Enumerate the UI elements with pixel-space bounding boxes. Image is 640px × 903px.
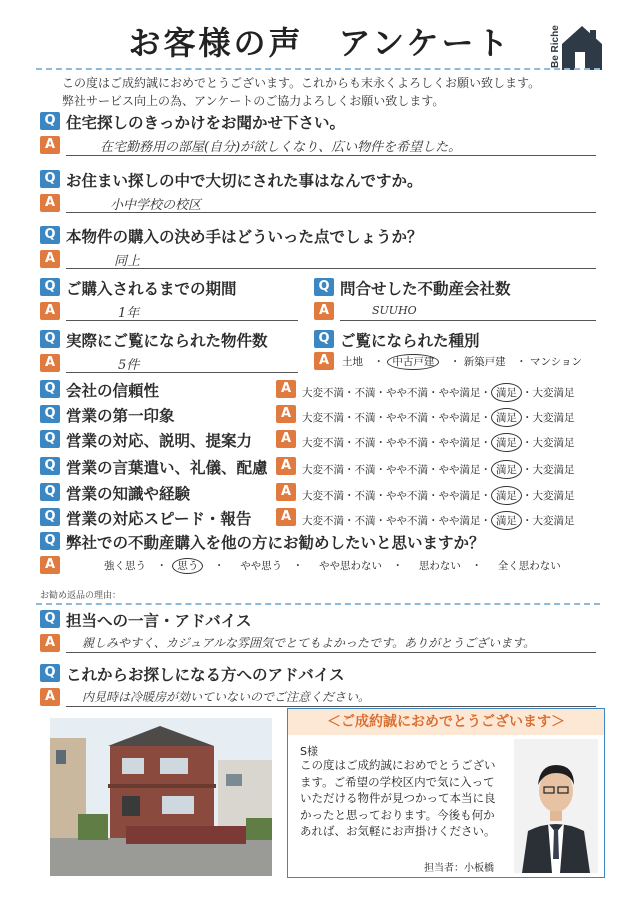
type-option: 新築戸建 (463, 356, 506, 368)
answer-advice-staff: 親しみやすく、カジュアルな雰囲気でとてもよかったです。ありがとうございます。 (82, 636, 536, 650)
q-label: Q (40, 457, 60, 475)
recommend-option-selected: 思う (172, 558, 203, 574)
answer-companies: SUUHO (372, 304, 417, 317)
answer-advice-others: 内見時は冷暖房が効いていないのでご注意ください。 (82, 690, 371, 704)
a-label: A (276, 405, 296, 423)
q-label: Q (40, 610, 60, 628)
q-label: Q (40, 664, 60, 682)
rating-option-selected: 満足 (491, 383, 522, 402)
separator: ・ (522, 412, 533, 424)
rating-option: やや不満 (386, 412, 428, 424)
rating-option: 不満 (354, 387, 376, 399)
q-label: Q (40, 483, 60, 501)
rating-question: 営業の知識や経験 (66, 485, 191, 503)
recommend-option: 強く思う (104, 560, 146, 572)
rating-option-selected: 満足 (491, 511, 522, 530)
type-option: 土地 (342, 356, 363, 368)
separator: ・ (480, 412, 491, 424)
rating-option: 大変満足 (532, 515, 575, 527)
a-label: A (40, 634, 60, 652)
customer-name: S様 (300, 745, 318, 758)
question-viewed-count: 実際にご覧になられた物件数 (66, 332, 268, 350)
logo-text: Be Riche (550, 25, 561, 68)
separator: ・ (344, 464, 355, 476)
separator: ・ (428, 437, 439, 449)
question-trigger: 住宅探しのきっかけをお聞かせ下さい。 (66, 114, 346, 132)
a-label: A (276, 380, 296, 398)
answer-line (66, 155, 596, 156)
message-body: この度はご成約誠におめでとうございます。ご希望の学校区内で気に入っていただける物件が見つかって本当に良かったと思っております。今後も何かあれば、お気軽にお声掛けください。 (300, 758, 496, 838)
separator: ・ (344, 387, 355, 399)
rating-option: 大変満足 (532, 490, 575, 502)
separator: ・ (480, 437, 491, 449)
question-advice-staff: 担当への一言・アドバイス (66, 612, 252, 630)
rating-option: やや不満 (386, 515, 428, 527)
property-type-options: 土地 ・ 中古戸建 ・ 新築戸建 ・ マンション (342, 356, 583, 368)
separator: ・ (375, 437, 386, 449)
question-deciding-factor: 本物件の購入の決め手はどういった点でしょうか？ (66, 228, 423, 246)
rating-option: 大変不満 (302, 515, 344, 527)
rating-option: 大変満足 (532, 387, 575, 399)
question-period: ご購入されるまでの期間 (66, 280, 237, 298)
rating-option-selected: 満足 (491, 408, 522, 427)
rating-option: やや不満 (386, 437, 428, 449)
a-label: A (40, 556, 60, 574)
separator: ・ (375, 387, 386, 399)
rating-option: 大変満足 (532, 437, 575, 449)
separator: ・ (480, 490, 491, 502)
rating-option: 大変不満 (302, 437, 344, 449)
rating-option: やや不満 (386, 490, 428, 502)
rating-option: 大変不満 (302, 387, 344, 399)
answer-line (66, 320, 298, 321)
question-property-type: ご覧になられた種別 (340, 332, 480, 350)
rating-option: 大変不満 (302, 412, 344, 424)
answer-line (66, 268, 596, 269)
rating-option: やや満足 (438, 464, 481, 476)
answer-trigger: 在宅勤務用の部屋(自分)が欲しくなり、広い物件を希望した。 (100, 140, 462, 155)
separator: ・ (522, 437, 533, 449)
q-label: Q (314, 330, 334, 348)
rating-scale (302, 511, 575, 530)
separator: ・ (375, 412, 386, 424)
answer-deciding-factor: 同上 (114, 254, 141, 269)
a-label: A (40, 250, 60, 268)
intro-text (62, 74, 540, 110)
rating-option: やや不満 (386, 464, 428, 476)
a-label: A (276, 430, 296, 448)
divider (36, 68, 600, 70)
staff-name: 担当者：小板橋 (424, 863, 494, 874)
q-label: Q (40, 430, 60, 448)
rating-option: 大変不満 (302, 490, 344, 502)
q-label: Q (40, 380, 60, 398)
rating-option-selected: 満足 (491, 486, 522, 505)
rating-option: 不満 (354, 464, 376, 476)
intro-line-1: この度はご成約誠におめでとうございます。これからも末永くよろしくお願い致します。 (62, 76, 541, 90)
rating-question: 営業の第一印象 (66, 407, 175, 425)
answer-line (66, 212, 596, 213)
recommend-reason-label: お勧め返品の理由： (40, 591, 122, 601)
a-label: A (40, 354, 60, 372)
rating-option-selected: 満足 (491, 460, 522, 479)
rating-option: 不満 (354, 515, 376, 527)
message-box (287, 708, 605, 878)
separator: ・ (480, 464, 491, 476)
rating-question: 営業の対応、説明、提案力 (66, 432, 253, 450)
a-label: A (276, 457, 296, 475)
q-label: Q (40, 405, 60, 423)
type-option: マンション (530, 356, 583, 368)
recommend-option: やや思わない (319, 560, 383, 572)
rating-option-selected: 満足 (491, 433, 522, 452)
rating-option: やや満足 (438, 490, 481, 502)
rating-scale (302, 408, 575, 427)
property-photo (50, 718, 272, 876)
rating-option: 不満 (354, 437, 376, 449)
separator: ・ (344, 490, 355, 502)
message-header: ＜ご成約誠におめでとうございます＞ (288, 709, 604, 735)
separator: ・ (428, 464, 439, 476)
recommend-option: 全く思わない (497, 560, 561, 572)
rating-option: 不満 (354, 412, 376, 424)
answer-line (66, 706, 596, 707)
rating-option: やや満足 (438, 515, 481, 527)
answer-line (340, 320, 596, 321)
answer-line (66, 372, 298, 373)
q-label: Q (40, 278, 60, 296)
type-option-selected: 中古戸建 (387, 354, 439, 370)
separator: ・ (375, 464, 386, 476)
separator: ・ (480, 387, 491, 399)
q-label: Q (40, 508, 60, 526)
separator: ・ (375, 515, 386, 527)
separator: ・ (344, 412, 355, 424)
a-label: A (276, 508, 296, 526)
separator: ・ (428, 490, 439, 502)
page-title: お客様の声 アンケート (128, 24, 512, 62)
rating-scale (302, 433, 575, 452)
separator: ・ (344, 437, 355, 449)
a-label: A (40, 136, 60, 154)
rating-scale (302, 383, 575, 402)
rating-scale (302, 486, 575, 505)
a-label: A (40, 302, 60, 320)
a-label: A (40, 194, 60, 212)
q-label: Q (40, 532, 60, 550)
answer-line (66, 652, 596, 653)
rating-option: 不満 (354, 490, 376, 502)
company-logo (548, 14, 602, 70)
question-companies: 問合せした不動産会社数 (340, 280, 511, 298)
rating-question: 営業の対応スピード・報告 (66, 510, 252, 528)
answer-viewed-count: 5件 (118, 358, 140, 373)
rating-question: 営業の言葉遣い、礼儀、配慮 (66, 459, 268, 477)
recommend-option: やや思う (240, 560, 283, 572)
rating-scale (302, 460, 575, 479)
recommend-option: 思わない (418, 560, 461, 572)
divider (36, 603, 600, 605)
a-label: A (314, 302, 334, 320)
rating-option: やや満足 (438, 437, 481, 449)
separator: ・ (522, 490, 533, 502)
answer-period: 1年 (118, 306, 140, 321)
q-label: Q (40, 170, 60, 188)
intro-line-2: 弊社サービス向上の為、アンケートのご協力よろしくお願い致します。 (62, 94, 445, 108)
separator: ・ (428, 515, 439, 527)
rating-option: 大変不満 (302, 464, 344, 476)
separator: ・ (522, 515, 533, 527)
rating-option: やや不満 (386, 387, 428, 399)
rating-option: 大変満足 (532, 412, 575, 424)
q-label: Q (40, 330, 60, 348)
separator: ・ (428, 412, 439, 424)
separator: ・ (344, 515, 355, 527)
recommend-options: 強く思う ・ 思う ・ やや思う ・ やや思わない ・ 思わない ・ 全く思わない (104, 560, 561, 572)
separator: ・ (375, 490, 386, 502)
separator: ・ (522, 387, 533, 399)
separator: ・ (522, 464, 533, 476)
answer-priority: 小中学校の校区 (110, 198, 202, 213)
separator: ・ (428, 387, 439, 399)
question-priority: お住まい探しの中で大切にされた事はなんですか。 (66, 172, 423, 190)
a-label: A (40, 688, 60, 706)
a-label: A (276, 483, 296, 501)
q-label: Q (40, 226, 60, 244)
q-label: Q (40, 112, 60, 130)
rating-option: 大変満足 (532, 464, 575, 476)
q-label: Q (314, 278, 334, 296)
rating-option: やや満足 (438, 387, 481, 399)
question-recommend: 弊社での不動産購入を他の方にお勧めしたいと思いますか？ (66, 534, 485, 552)
question-advice-others: これからお探しになる方へのアドバイス (66, 666, 345, 684)
rating-question: 会社の信頼性 (66, 382, 160, 400)
staff-portrait (514, 739, 598, 873)
a-label: A (314, 352, 334, 370)
separator: ・ (480, 515, 491, 527)
rating-option: やや満足 (438, 412, 481, 424)
